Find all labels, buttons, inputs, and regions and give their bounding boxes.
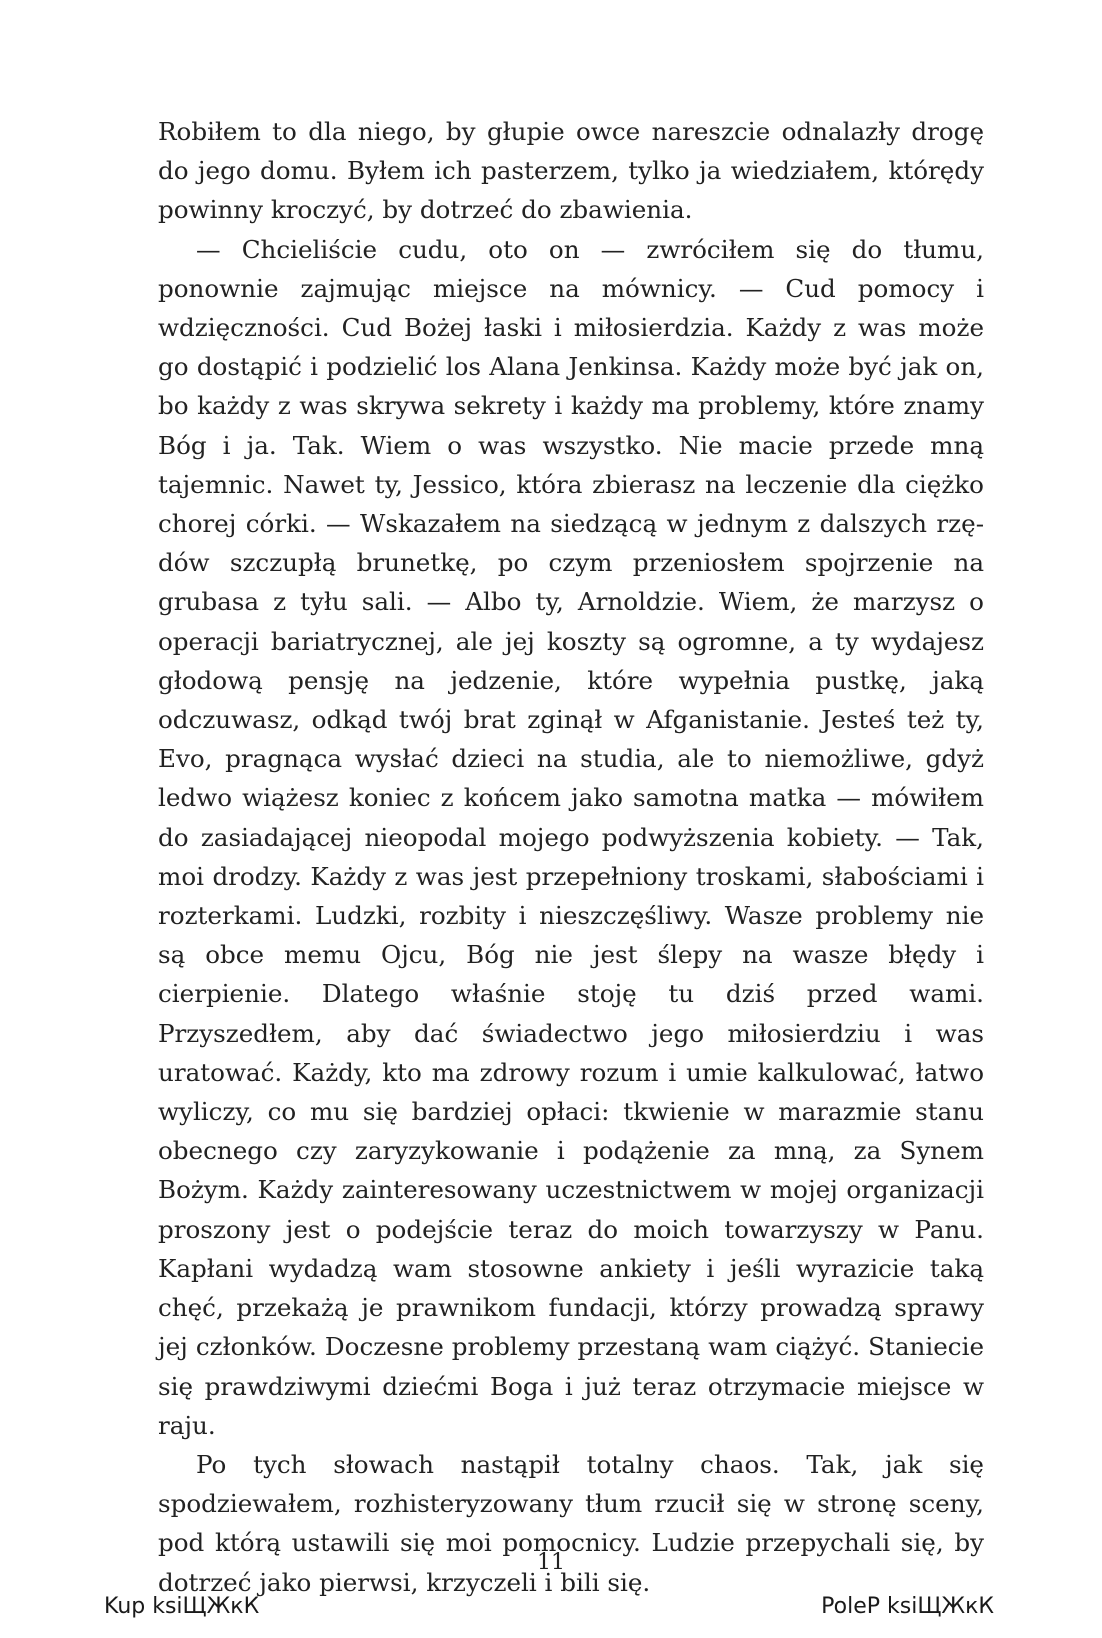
- paragraph-3: Po tych słowach nastąpił totalny chaos. Tak, jak się spodziewałem, rozhisteryzowany tłum rzucił się w stronę sceny, pod którą ustawili się moi pomocnicy. Ludzie przepychali się, by dotrzeć jako pierwsi, krzyczeli i bili się.: [158, 1449, 984, 1597]
- paragraph-2: — Chcieliście cudu, oto on — zwróciłem się do tłumu, ponownie zajmując miejsce na mównicy. — Cud pomocy i wdzięczności. Cud Bożej łaski i miłosierdzia. Każdy z was może go dostąpić i podzielić los Alana Jenkinsa. Każdy może być jak on, bo każdy z was skrywa sekrety i każdy ma problemy, które znamy Bóg i ja. Tak. Wiem o was wszystko. Nie macie przede mną tajemnic. Nawet ty, Jessico, która zbierasz na leczenie dla ciężko chorej córki. — Wskazałem na siedzącą w jednym z dalszych rzędów szczupłą brunetkę, po czym przeniosłem spojrzenie na grubasa z tyłu sali. — Albo ty, Arnoldzie. Wiem, że marzysz o operacji bariatrycznej, ale jej koszty są ogromne, a ty wydajesz głodową pensję na jedzenie, które wypełnia pustkę, jaką odczuwasz, odkąd twój brat zginął w Afganistanie. Jesteś też ty, Evo, pragnąca wysłać dzieci na studia, ale to niemożliwe, gdyż ledwo wiążesz koniec z końcem jako samotna matka — mówiłem do zasiadającej nieopodal mojego podwyższenia kobiety. — Tak, moi drodzy. Każdy z was jest przepełniony troskami, słabościami i rozterkami. Ludzki, rozbity i nieszczęśliwy. Wasze problemy nie są obce memu Ojcu, Bóg nie jest ślepy na wasze błędy i cierpienie. Dlatego właśnie stoję tu dziś przed wami. Przyszedłem, aby dać świadectwo jego miłosierdziu i was uratować. Każdy, kto ma zdrowy rozum i umie kalkulować, łatwo wyliczy, co mu się bardziej opłaci: tkwienie w marazmie stanu obecnego czy zaryzykowanie i podążenie za mną, za Synem Bożym. Każdy zainteresowany uczestnictwem w mojej organizacji proszony jest o podejście teraz do moich towarzyszy w Panu. Kapłani wydadzą wam stosowne ankiety i jeśli wyrazicie taką chęć, przekażą je prawnikom fundacji, którzy prowadzą sprawy jej członków. Doczesne problemy przestaną wam ciążyć. Staniecie się prawdziwymi dziećmi Boga i już teraz otrzymacie miejsce w raju.: [158, 234, 984, 1440]
- body-text: [158, 112, 984, 1602]
- page-number: 11: [537, 1550, 565, 1575]
- buy-book-link[interactable]: Kup ksiЩЖкК: [104, 1594, 260, 1619]
- paragraph-1: Robiłem to dla niego, by głupie owce nareszcie odnalazły drogę do jego domu. Byłem ich pasterzem, tylko ja wiedziałem, którędy powinny kroczyć, by dotrzeć do zbawienia.: [158, 117, 984, 225]
- recommend-book-link[interactable]: PoleР ksiЩЖкК: [821, 1594, 994, 1619]
